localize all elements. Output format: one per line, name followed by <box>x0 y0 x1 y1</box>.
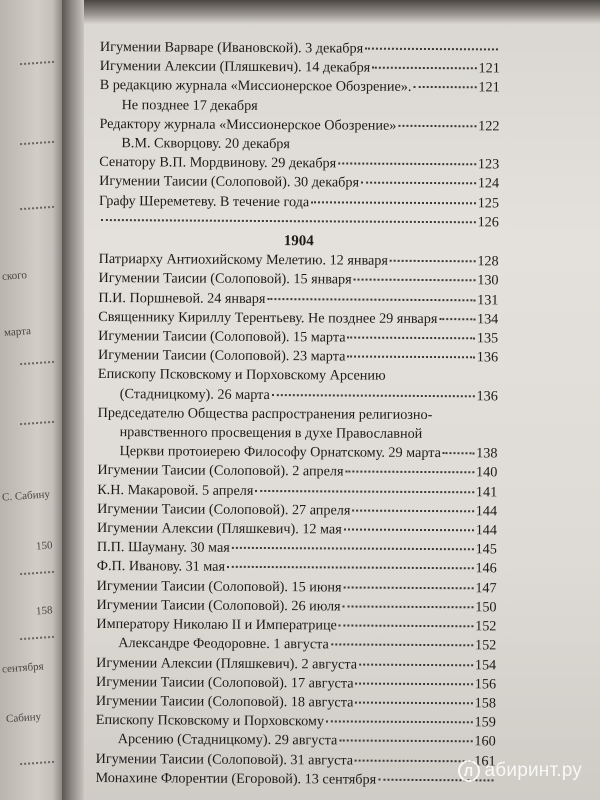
left-page-leader <box>20 204 54 210</box>
toc-entry-title: Игумении Таисии (Солоповой). 31 августа <box>95 750 354 769</box>
dot-leader <box>443 451 474 454</box>
toc-entry-title: Игумении Варваре (Ивановской). 3 декабря <box>99 38 364 57</box>
toc-entry <box>99 250 499 272</box>
toc-entry-continuation: Не позднее 17 декабря <box>121 96 258 114</box>
toc-entry-title: Ф.П. Иванову. 31 мая <box>96 558 226 576</box>
toc-page-number: 140 <box>476 464 498 481</box>
toc-entry-title: Александре Феодоровне. 1 августа <box>118 635 329 653</box>
toc-page-number: 135 <box>476 330 499 347</box>
dot-leader <box>355 758 472 762</box>
toc-entry-title: Монахине Флорентии (Егоровой). 13 сентября <box>95 769 377 788</box>
toc-entry-title: Игумении Таисии (Солоповой). 15 июня <box>96 577 342 596</box>
toc-entry-title: Епископу Псковскому и Порховскому Арсению <box>97 366 386 385</box>
toc-entry-title: Игумении Таисии (Солоповой). 15 января <box>98 270 352 288</box>
toc-page-number: 160 <box>474 733 496 750</box>
left-page-fragment: ского <box>1 269 28 283</box>
dot-leader <box>339 739 472 743</box>
toc-entry <box>98 365 498 406</box>
dot-leader <box>339 624 473 628</box>
dot-leader <box>255 489 474 493</box>
toc-page-number: 152 <box>474 637 497 654</box>
dot-leader <box>413 85 476 88</box>
left-page-leader <box>20 359 54 365</box>
year-heading: 1904 <box>283 233 314 250</box>
toc-1904-list <box>95 250 498 790</box>
left-page-fragment: марта <box>3 325 32 339</box>
page-top-shadow <box>84 0 600 24</box>
toc-entry-title: Игумении Таисии (Солоповой). 30 декабря <box>99 173 360 192</box>
toc-entry-title: Игумении Таисии (Солоповой). 2 апреля <box>97 462 344 480</box>
toc-entry <box>100 57 500 79</box>
left-page-leader <box>20 634 54 640</box>
toc-entry-title: Игумении Таисии (Солоповой). 18 августа <box>95 692 354 711</box>
toc-entry <box>99 153 499 175</box>
toc-page-number: 138 <box>476 445 498 462</box>
toc-page-number: 122 <box>478 118 500 135</box>
dot-leader <box>232 546 474 550</box>
toc-entry <box>99 211 499 233</box>
toc-page-number: 123 <box>477 156 500 173</box>
toc-page-number: 141 <box>475 483 498 501</box>
toc-entry-title: Графу Шереметеву. В течение года <box>98 192 310 210</box>
dot-leader <box>227 565 473 570</box>
toc-entry <box>97 538 497 560</box>
toc-entry <box>97 519 497 541</box>
toc-entry <box>96 750 496 772</box>
toc-entry <box>98 308 498 330</box>
toc-page-number: 144 <box>475 522 498 539</box>
toc-page-number: 158 <box>474 695 496 712</box>
dot-leader <box>348 336 475 340</box>
left-page-leader <box>20 569 54 575</box>
dot-leader <box>311 200 476 204</box>
left-page-leader <box>20 419 54 425</box>
toc-entry <box>98 346 498 368</box>
toc-page-number: 144 <box>475 503 498 520</box>
toc-entry-title: Императору Николаю II и Императрице <box>96 616 337 634</box>
dot-leader <box>355 700 472 704</box>
toc-entry <box>96 730 496 752</box>
toc-page-number: 121 <box>478 79 500 96</box>
toc-entry <box>98 289 498 311</box>
toc-entry <box>100 38 500 60</box>
toc-entry-title: П.И. Поршневой. 24 января <box>98 289 266 307</box>
toc-entry-continuation: нравственного просвещения в духе Православной <box>119 424 423 443</box>
dot-leader <box>344 528 474 532</box>
toc-entry <box>96 615 496 637</box>
toc-page-number: 128 <box>477 253 499 270</box>
toc-entry-title: Священнику Кириллу Терентьеву. Не позднее 29 января <box>98 308 438 327</box>
toc-entry-title: Игумении Алексии (Пляшкевич). 2 августа <box>96 654 358 673</box>
toc-entry-title: Игумении Таисии (Солоповой). 26 июля <box>96 596 341 615</box>
dot-leader <box>338 162 476 166</box>
toc-page-number: 156 <box>474 676 497 693</box>
toc-entry-title: Игумении Таисии (Солоповой). 23 марта <box>98 347 346 365</box>
left-page-leader <box>20 759 54 765</box>
toc-entry <box>96 634 496 656</box>
toc-entry <box>96 692 496 714</box>
dot-leader <box>267 297 475 301</box>
dot-leader <box>346 470 475 474</box>
toc-entry-title: Арсению (Стадницкому). 29 августа <box>117 731 338 749</box>
toc-entry <box>96 673 496 695</box>
toc-page-number: 124 <box>477 175 500 192</box>
toc-entry <box>96 653 496 675</box>
toc-page-number: 125 <box>477 194 500 212</box>
toc-entry <box>99 115 499 156</box>
toc-page-number: 131 <box>477 291 499 309</box>
toc-entry-title: Игумении Таисии (Солоповой). 15 марта <box>98 328 346 346</box>
dot-leader <box>390 259 475 263</box>
toc-page-number: 152 <box>475 618 497 635</box>
toc-entry <box>97 577 497 599</box>
toc-entry-title: Игумении Таисии (Солоповой). 17 августа <box>96 673 354 692</box>
dot-leader <box>398 124 476 127</box>
dot-leader <box>344 585 474 589</box>
toc-entry-title: Редактору журнала «Миссионерское Обозрение» <box>99 115 397 134</box>
toc-entry <box>97 557 497 579</box>
left-page-fragment: Сабину <box>5 710 42 726</box>
toc-page-number: 145 <box>475 541 497 558</box>
toc-page-number: 136 <box>476 349 499 366</box>
toc-entry-continuation: Церкви протоиерею Философу Орнатскому. 29 марта <box>119 443 441 462</box>
toc-entry-title: К.Н. Макаровой. 5 апреля <box>97 481 254 499</box>
toc-entry <box>100 76 500 117</box>
toc-entry <box>98 269 498 291</box>
toc-page-number: 121 <box>478 60 500 77</box>
dot-leader <box>352 508 473 512</box>
toc-page-number: 126 <box>477 214 499 231</box>
toc-entry <box>99 172 499 194</box>
dot-leader <box>347 355 474 359</box>
toc-entry-continuation: (Стадницкому). 26 марта <box>119 385 270 403</box>
toc-entry-title: Патриарху Антиохийскому Мелетию. 12 января <box>98 251 388 269</box>
left-page-fragment: 158 <box>35 604 53 618</box>
toc-entry-title: Игумении Алексии (Пляшкевич). 14 декабря <box>99 58 371 76</box>
dot-leader <box>331 643 473 647</box>
toc-page-number: 161 <box>474 752 496 769</box>
left-page-fragment: 150 <box>35 539 53 553</box>
toc-page-number: 136 <box>476 387 498 405</box>
watermark <box>458 760 582 782</box>
left-facing-page <box>0 0 62 800</box>
dot-leader <box>343 604 474 608</box>
toc-entry-title: Игумении Алексии (Пляшкевич). 12 мая <box>96 520 342 538</box>
table-of-contents <box>95 38 500 790</box>
left-page-fragment: сентября <box>1 660 45 676</box>
toc-entry <box>97 461 497 483</box>
toc-page-number: 154 <box>474 656 497 673</box>
dot-leader <box>354 278 476 282</box>
toc-page-number: 150 <box>475 599 497 616</box>
toc-entry <box>97 481 497 503</box>
dot-leader <box>326 720 473 724</box>
toc-page-number: 147 <box>475 579 497 597</box>
dot-leader <box>372 66 476 70</box>
toc-entry <box>96 596 496 618</box>
toc-page-number: 130 <box>477 272 499 289</box>
toc-page-number: 134 <box>476 311 499 328</box>
toc-entry-title: Игумении Таисии (Солоповой). 27 апреля <box>97 500 351 519</box>
left-page-leader <box>20 59 54 65</box>
toc-entry-title: П.П. Шауману. 30 мая <box>96 539 230 557</box>
watermark-text: абиринт.ру <box>484 760 582 781</box>
dot-leader <box>361 181 476 185</box>
toc-entry <box>96 711 496 733</box>
toc-page-number: 159 <box>474 714 496 731</box>
toc-entry-continuation: В.М. Скворцову. 20 декабря <box>121 135 290 153</box>
book-spine <box>62 0 84 800</box>
toc-entry-title: В редакцию журнала «Миссионерское Обозрение». <box>99 77 412 96</box>
dot-leader <box>359 662 473 666</box>
toc-page-number: 146 <box>475 560 497 577</box>
toc-entry <box>97 404 497 464</box>
toc-entry <box>95 769 495 791</box>
labirint-logo-icon: Л <box>458 760 480 782</box>
dot-leader <box>365 47 498 51</box>
left-page-fragment: С. Сабину <box>1 488 51 504</box>
toc-entry <box>99 192 499 214</box>
toc-entry-title: Сенатору В.П. Мордвинову. 29 декабря <box>99 154 337 172</box>
left-page-leader <box>20 139 54 145</box>
dot-leader <box>272 393 475 397</box>
toc-entry <box>97 500 497 522</box>
toc-entry-title: Председателю Общества распространения религиозно- <box>97 404 433 423</box>
toc-entry-title: Епископу Псковскому и Порховскому <box>95 712 325 730</box>
dot-leader <box>356 681 473 685</box>
toc-entry <box>98 327 498 349</box>
dot-leader <box>101 218 476 223</box>
dot-leader <box>439 317 475 320</box>
